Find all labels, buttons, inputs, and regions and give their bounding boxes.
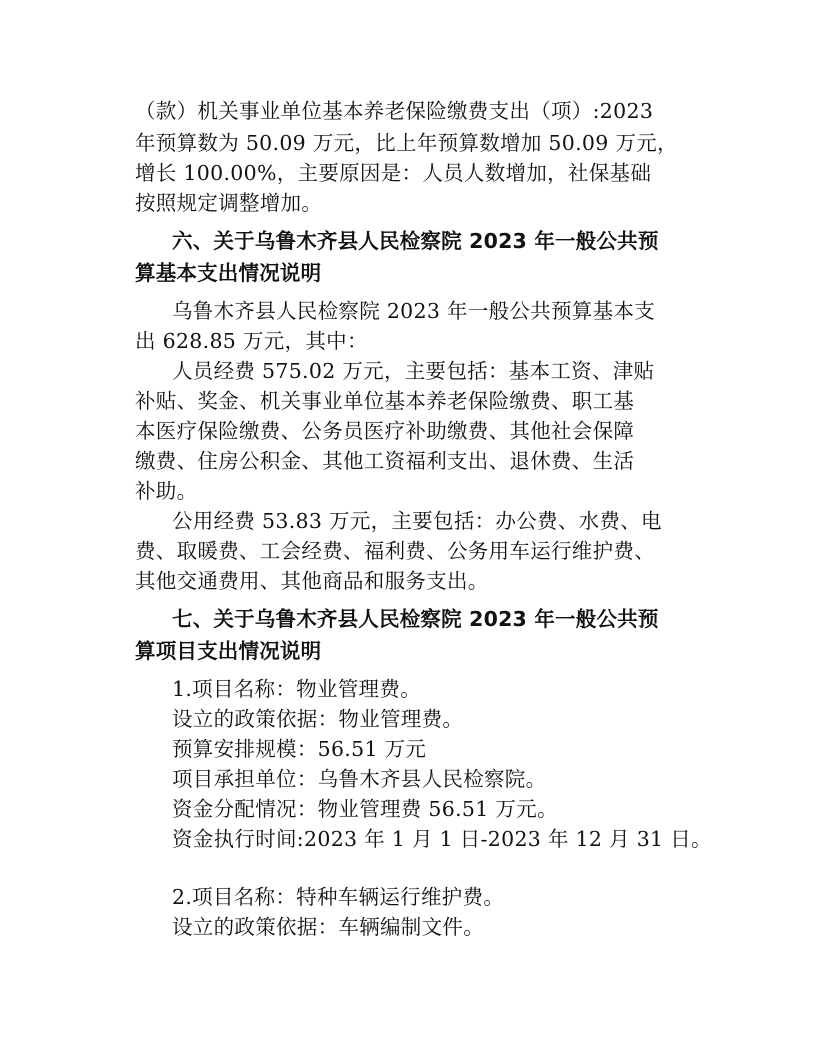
paragraph-line: 补助。: [135, 479, 198, 503]
project-item-line: 项目承担单位：乌鲁木齐县人民检察院。: [172, 767, 547, 791]
section-heading-6: 六、关于乌鲁木齐县人民检察院 2023 年一般公共预: [172, 229, 659, 253]
project-item-line: 资金执行时间:2023 年 1 月 1 日-2023 年 12 月 31 日。: [172, 827, 712, 851]
project-item-line: 设立的政策依据：车辆编制文件。: [172, 915, 484, 939]
project-item-line: 设立的政策依据：物业管理费。: [172, 707, 464, 731]
section-heading-7-cont: 算项目支出情况说明: [135, 639, 322, 663]
paragraph-line: 费、取暖费、工会经费、福利费、公务用车运行维护费、: [135, 539, 655, 563]
project-item-line: 2.项目名称：特种车辆运行维护费。: [172, 885, 505, 909]
paragraph-line: 其他交通费用、其他商品和服务支出。: [135, 569, 489, 593]
paragraph-line: 缴费、住房公积金、其他工资福利支出、退休费、生活: [135, 449, 635, 473]
section-heading-6-cont: 算基本支出情况说明: [135, 261, 322, 285]
paragraph-line: 本医疗保险缴费、公务员医疗补助缴费、其他社会保障: [135, 419, 635, 443]
project-item-line: 预算安排规模：56.51 万元: [172, 737, 427, 761]
paragraph-line: 年预算数为 50.09 万元，比上年预算数增加 50.09 万元，: [135, 131, 678, 155]
project-item-line: 资金分配情况：物业管理费 56.51 万元。: [172, 797, 558, 821]
paragraph-line: 人员经费 575.02 万元，主要包括：基本工资、津贴: [172, 359, 655, 383]
paragraph-line: 增长 100.00%，主要原因是：人员人数增加，社保基础: [135, 161, 652, 185]
project-item-line: 1.项目名称：物业管理费。: [172, 677, 421, 701]
paragraph-line: 按照规定调整增加。: [135, 191, 323, 215]
paragraph-line: 乌鲁木齐县人民检察院 2023 年一般公共预算基本支: [172, 299, 656, 323]
paragraph-line: （款）机关事业单位基本养老保险缴费支出（项）:2023: [135, 99, 654, 123]
section-heading-7: 七、关于乌鲁木齐县人民检察院 2023 年一般公共预: [172, 607, 659, 631]
paragraph-line: 公用经费 53.83 万元，主要包括：办公费、水费、电: [172, 509, 662, 533]
paragraph-line: 出 628.85 万元，其中：: [135, 329, 368, 353]
paragraph-line: 补贴、奖金、机关事业单位基本养老保险缴费、职工基: [135, 389, 635, 413]
